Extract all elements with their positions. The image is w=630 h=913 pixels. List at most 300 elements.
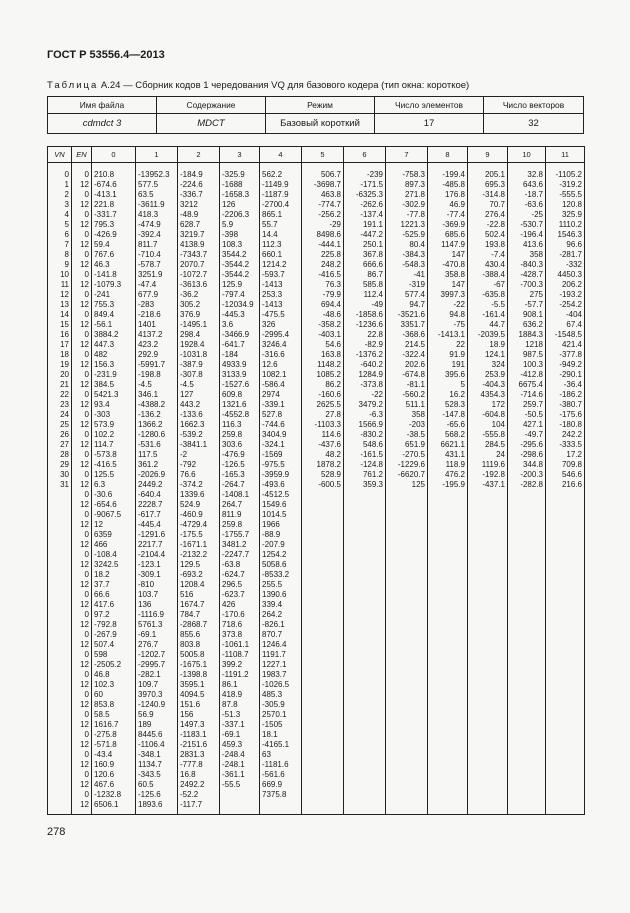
- table-cell: 427.1: [522, 420, 543, 429]
- table-column-values: [508, 163, 546, 815]
- column-header: 11: [546, 147, 585, 163]
- table-cell: 803.8: [180, 640, 201, 649]
- table-cell: 112.3: [262, 240, 282, 249]
- table-cell: 3997.3: [440, 290, 465, 299]
- table-cell: 12: [80, 520, 89, 529]
- column-header: 3: [220, 147, 260, 163]
- table-cell: -493.6: [262, 480, 285, 489]
- table-cell: 205.1: [484, 170, 505, 179]
- table-cell: 0: [84, 770, 89, 779]
- table-cell: -281.7: [559, 250, 582, 259]
- table-cell: -3544.2: [222, 270, 250, 279]
- table-cell: 94.8: [449, 310, 465, 319]
- table-cell: 16.2: [449, 390, 465, 399]
- table-cell: 346.1: [138, 390, 159, 399]
- table-cell: -67: [493, 280, 505, 289]
- table-cell: -2206.3: [222, 210, 250, 219]
- table-cell: 577.5: [138, 180, 159, 189]
- table-cell: -207.9: [262, 540, 285, 549]
- table-cell: 114.6: [321, 430, 341, 439]
- table-cell: -22.8: [486, 220, 505, 229]
- table-cell: 1: [64, 180, 69, 189]
- table-cell: 12: [80, 480, 89, 489]
- table-cell: 305.2: [180, 300, 201, 309]
- table-cell: -6325.3: [355, 190, 383, 199]
- table-cell: 102.3: [94, 680, 115, 689]
- table-cell: 463.8: [320, 190, 341, 199]
- table-cell: 709.8: [561, 460, 582, 469]
- table-cell: -264.7: [222, 480, 245, 489]
- table-cell: 897.3: [404, 180, 425, 189]
- table-cell: 172: [491, 400, 505, 409]
- table-cell: -1413.1: [437, 330, 465, 339]
- table-cell: 1321.6: [222, 400, 247, 409]
- table-cell: 0: [84, 390, 89, 399]
- table-cell: 6506.1: [94, 800, 119, 809]
- table-cell: 3404.9: [262, 430, 287, 439]
- table-cell: 70.7: [489, 200, 505, 209]
- table-cell: 0: [84, 690, 89, 699]
- table-cell: 3479.2: [358, 400, 383, 409]
- table-cell: 16.8: [180, 770, 196, 779]
- table-cell: 3212: [180, 200, 198, 209]
- table-cell: 147: [451, 250, 465, 259]
- table-cell: -810: [138, 580, 155, 589]
- table-cell: 1148.2: [317, 360, 341, 369]
- table-cell: 325.9: [561, 210, 582, 219]
- table-cell: -282.1: [138, 670, 161, 679]
- table-cell: 17: [60, 340, 69, 349]
- codebook-table: [47, 146, 585, 815]
- table-cell: 18: [60, 350, 69, 359]
- table-cell: -714.6: [520, 390, 543, 399]
- table-cell: -3521.6: [397, 310, 425, 319]
- table-column-values: [92, 163, 136, 815]
- info-header-cell: Число элементов: [375, 97, 484, 114]
- table-cell: 482: [94, 350, 108, 359]
- table-cell: -380.7: [559, 400, 582, 409]
- info-value-cell: MDCT: [157, 114, 266, 134]
- table-cell: -561.6: [262, 770, 285, 779]
- table-cell: 26: [60, 430, 69, 439]
- table-cell: 1497.3: [180, 720, 205, 729]
- table-column-values: [178, 163, 220, 815]
- table-cell: -403.1: [318, 330, 341, 339]
- table-cell: 60.5: [138, 780, 154, 789]
- table-cell: -333.5: [559, 440, 582, 449]
- table-cell: 1878.2: [316, 460, 341, 469]
- table-cell: 1014.5: [262, 510, 287, 519]
- table-cell: -437.6: [318, 440, 341, 449]
- table-cell: -404.3: [482, 380, 505, 389]
- info-value-row: [48, 114, 584, 134]
- table-column-values: [428, 163, 468, 815]
- table-cell: 191.1: [362, 220, 383, 229]
- table-cell: 18.2: [94, 570, 110, 579]
- table-cell: -1026.5: [262, 680, 290, 689]
- table-cell: -125.6: [138, 790, 161, 799]
- table-cell: -830.2: [360, 430, 383, 439]
- table-cell: -548.3: [402, 260, 425, 269]
- table-cell: 12: [80, 200, 89, 209]
- table-cell: 55.7: [262, 220, 278, 229]
- table-cell: -604.8: [482, 410, 505, 419]
- table-cell: 548.6: [362, 440, 383, 449]
- table-cell: -1187.9: [262, 190, 289, 199]
- table-cell: 24: [60, 410, 69, 419]
- table-cell: -1191.2: [222, 670, 249, 679]
- table-cell: -43.4: [94, 750, 113, 759]
- table-cell: 12: [80, 460, 89, 469]
- table-cell: -774.7: [318, 200, 341, 209]
- table-cell: 399.2: [222, 660, 243, 669]
- table-cell: 373.8: [222, 630, 243, 639]
- table-cell: -1149.9: [262, 180, 289, 189]
- table-cell: 31: [60, 480, 69, 489]
- table-cell: -298.6: [520, 450, 543, 459]
- table-cell: 221.8: [94, 200, 115, 209]
- table-cell: -25: [531, 210, 543, 219]
- table-cell: 30: [60, 470, 69, 479]
- table-cell: 3884.2: [94, 330, 119, 339]
- table-cell: 1208.4: [180, 580, 205, 589]
- table-cell: 12: [60, 290, 69, 299]
- table-cell: -368.6: [402, 330, 425, 339]
- table-cell: -63.8: [222, 560, 241, 569]
- table-cell: 176.8: [444, 190, 465, 199]
- table-cell: -239: [366, 170, 383, 179]
- table-cell: 12: [80, 420, 89, 429]
- table-caption: [47, 80, 469, 91]
- table-cell: 112.4: [363, 290, 383, 299]
- info-header-cell: Режим: [266, 97, 375, 114]
- table-cell: 666.6: [362, 260, 383, 269]
- table-cell: -600.5: [318, 480, 341, 489]
- table-cell: -77.4: [446, 210, 465, 219]
- table-cell: -593.7: [262, 270, 285, 279]
- table-cell: -5991.7: [138, 360, 166, 369]
- table-cell: 376.9: [180, 310, 201, 319]
- table-cell: 1549.6: [262, 500, 287, 509]
- table-cell: 91.9: [449, 350, 465, 359]
- table-cell: -160.6: [318, 390, 341, 399]
- table-cell: 20: [60, 370, 69, 379]
- page-number: 278: [47, 826, 66, 838]
- table-cell: -2995.7: [138, 660, 166, 669]
- table-cell: 12: [80, 260, 89, 269]
- table-cell: 102.2: [94, 430, 115, 439]
- table-cell: 12: [80, 700, 89, 709]
- table-cell: -1658.3: [222, 190, 250, 199]
- table-cell: 1401: [138, 320, 156, 329]
- table-cell: -654.6: [94, 500, 117, 509]
- table-cell: 0: [84, 450, 89, 459]
- table-cell: -38.5: [406, 430, 425, 439]
- table-cell: -322.4: [402, 350, 425, 359]
- table-cell: -48.6: [322, 310, 341, 319]
- table-cell: 660.1: [262, 250, 283, 259]
- table-cell: 125: [411, 480, 425, 489]
- table-cell: -369.9: [442, 220, 465, 229]
- table-cell: -392.4: [138, 230, 161, 239]
- info-table: [47, 96, 584, 134]
- table-cell: 147: [451, 280, 465, 289]
- table-cell: 5005.8: [180, 650, 205, 659]
- table-cell: 1254.2: [262, 550, 287, 559]
- table-cell: -4388.2: [138, 400, 166, 409]
- table-cell: 8498.6: [316, 230, 341, 239]
- table-cell: -4512.5: [262, 490, 290, 499]
- table-cell: -195.9: [442, 480, 465, 489]
- table-cell: 12: [80, 640, 89, 649]
- table-cell: -4.5: [138, 380, 152, 389]
- table-cell: 2625.5: [316, 400, 341, 409]
- table-cell: 298.4: [180, 330, 201, 339]
- table-column-values: [344, 163, 386, 815]
- table-cell: 296.5: [222, 580, 243, 589]
- table-cell: 669.9: [262, 780, 283, 789]
- table-cell: 12: [80, 540, 89, 549]
- column-header: 9: [468, 147, 508, 163]
- table-cell: -485.8: [442, 180, 465, 189]
- table-cell: -295.6: [520, 440, 543, 449]
- table-cell: 60: [94, 690, 103, 699]
- table-cell: -30.6: [94, 490, 113, 499]
- info-header-cell: Имя файла: [48, 97, 157, 114]
- table-cell: -428.7: [520, 270, 543, 279]
- table-cell: -2104.4: [138, 550, 166, 559]
- table-cell: 326: [262, 320, 276, 329]
- table-cell: 987.5: [522, 350, 543, 359]
- table-cell: 6621.1: [440, 440, 465, 449]
- table-cell: -358.2: [318, 320, 341, 329]
- table-cell: -307.8: [180, 370, 203, 379]
- table-cell: -48.9: [180, 210, 199, 219]
- table-cell: -1181.6: [262, 760, 289, 769]
- table-cell: -339.1: [262, 400, 285, 409]
- table-cell: -797.4: [222, 290, 245, 299]
- table-cell: -124.8: [360, 460, 383, 469]
- table-cell: 276.4: [484, 210, 505, 219]
- table-column-values: [260, 163, 302, 815]
- info-value-cell: cdmdct 3: [48, 114, 157, 134]
- table-cell: 0: [84, 330, 89, 339]
- table-cell: -231.9: [94, 370, 117, 379]
- table-cell: -1072.7: [180, 270, 208, 279]
- table-cell: 423.2: [138, 340, 159, 349]
- table-cell: -2247.7: [222, 550, 250, 559]
- table-cell: -196.4: [520, 230, 543, 239]
- table-column-values: [220, 163, 260, 815]
- table-cell: 1674.7: [180, 600, 205, 609]
- table-cell: -337.1: [222, 720, 245, 729]
- table-cell: -1106.4: [138, 740, 165, 749]
- table-cell: 12: [80, 180, 89, 189]
- table-cell: -744.6: [262, 420, 285, 429]
- table-cell: 1119.6: [481, 460, 505, 469]
- table-cell: 0: [84, 570, 89, 579]
- table-cell: 264.2: [262, 610, 283, 619]
- table-cell: -4165.1: [262, 740, 290, 749]
- table-cell: 849.4: [94, 310, 115, 319]
- table-cell: -416.5: [94, 460, 117, 469]
- table-cell: 5: [64, 220, 69, 229]
- table-cell: -2700.4: [262, 200, 290, 209]
- table-cell: -1229.6: [397, 460, 425, 469]
- table-cell: 12: [80, 580, 89, 589]
- table-cell: 3544.2: [222, 250, 247, 259]
- table-cell: -470.8: [442, 260, 465, 269]
- column-header: 10: [508, 147, 546, 163]
- table-cell: 103.7: [138, 590, 159, 599]
- table-cell: 0: [84, 490, 89, 499]
- table-cell: 100.3: [522, 360, 543, 369]
- table-cell: 6.3: [94, 480, 106, 489]
- table-cell: 1566.9: [358, 420, 383, 429]
- table-cell: 12: [80, 360, 89, 369]
- table-cell: 276.7: [138, 640, 159, 649]
- table-cell: -248.4: [222, 750, 245, 759]
- table-cell: 2492.2: [180, 780, 205, 789]
- table-cell: 784.7: [180, 610, 201, 619]
- table-cell: 114.7: [94, 440, 114, 449]
- table-cell: 3219.7: [180, 230, 205, 239]
- table-cell: 19: [60, 360, 69, 369]
- table-cell: 1221.3: [400, 220, 425, 229]
- table-cell: 216.6: [561, 480, 582, 489]
- table-cell: -56.1: [94, 320, 113, 329]
- table-cell: -283: [138, 300, 155, 309]
- table-cell: 2228.7: [138, 500, 163, 509]
- table-cell: -377.8: [559, 350, 582, 359]
- table-cell: -319: [408, 280, 425, 289]
- table-cell: 17.2: [566, 450, 582, 459]
- table-cell: 418.3: [138, 210, 159, 219]
- table-cell: -316.6: [262, 350, 285, 359]
- table-cell: 12: [80, 680, 89, 689]
- table-cell: 12: [80, 400, 89, 409]
- table-cell: -1108.7: [222, 650, 249, 659]
- table-cell: 5058.6: [262, 560, 287, 569]
- table-cell: -9067.5: [94, 510, 122, 519]
- table-cell: -88.9: [262, 530, 281, 539]
- table-cell: 242.2: [561, 430, 582, 439]
- table-cell: -1105.2: [555, 170, 582, 179]
- table-cell: 264.7: [222, 500, 243, 509]
- table-cell: 193.8: [484, 240, 505, 249]
- table-cell: 506.7: [320, 170, 341, 179]
- table-cell: -52.2: [180, 790, 199, 799]
- table-cell: 255.5: [262, 580, 283, 589]
- table-cell: 12: [80, 240, 89, 249]
- table-cell: 206.2: [561, 280, 582, 289]
- table-cell: 546.6: [561, 470, 582, 479]
- table-cell: 1983.7: [262, 670, 287, 679]
- table-cell: 1339.6: [180, 490, 205, 499]
- table-cell: -241: [94, 290, 111, 299]
- table-cell: -184: [222, 350, 239, 359]
- table-cell: 524.9: [180, 500, 201, 509]
- table-cell: 3242.5: [94, 560, 119, 569]
- table-cell: -117.7: [180, 800, 203, 809]
- table-cell: 585.8: [362, 280, 383, 289]
- table-cell: 160.9: [94, 760, 115, 769]
- table-cell: -1202.7: [138, 650, 166, 659]
- table-cell: -476.9: [222, 450, 245, 459]
- table-cell: -539.2: [180, 430, 203, 439]
- info-header-row: [48, 97, 584, 114]
- table-cell: 358: [529, 250, 543, 259]
- table-cell: -641.7: [222, 340, 245, 349]
- table-cell: -77.8: [406, 210, 425, 219]
- table-cell: 76.6: [180, 470, 196, 479]
- table-cell: -2995.4: [262, 330, 290, 339]
- table-cell: -416.5: [318, 270, 341, 279]
- table-cell: -975.5: [262, 460, 285, 469]
- table-cell: 12: [80, 320, 89, 329]
- table-cell: -41: [413, 270, 425, 279]
- table-cell: 2070.7: [180, 260, 205, 269]
- table-cell: 2: [64, 190, 69, 199]
- table-cell: 1191.7: [262, 650, 286, 659]
- table-cell: 636.2: [522, 320, 543, 329]
- table-cell: -474.9: [138, 220, 161, 229]
- table-cell: -49: [371, 300, 383, 309]
- table-cell: 0: [84, 790, 89, 799]
- table-cell: -13952.3: [138, 170, 170, 179]
- table-cell: 694.4: [320, 300, 341, 309]
- table-cell: -4552.8: [222, 410, 250, 419]
- table-cell: 6359: [94, 530, 112, 539]
- info-header-cell: Содержание: [157, 97, 266, 114]
- table-cell: -47.4: [138, 280, 157, 289]
- table-cell: 96.6: [566, 240, 582, 249]
- table-cell: -1675.1: [180, 660, 208, 669]
- table-cell: 248.2: [320, 260, 341, 269]
- table-cell: -302.9: [402, 200, 425, 209]
- table-cell: -445.3: [222, 310, 245, 319]
- table-cell: 5761.3: [138, 620, 163, 629]
- table-cell: -2026.9: [138, 470, 166, 479]
- table-cell: 86.7: [367, 270, 383, 279]
- table-cell: 0: [84, 670, 89, 679]
- table-cell: 459.3: [222, 740, 243, 749]
- table-cell: 22.8: [367, 330, 383, 339]
- table-cell: -65.6: [446, 420, 465, 429]
- table-cell: 507.4: [94, 640, 115, 649]
- table-column-values: [72, 163, 92, 815]
- table-cell: 0: [84, 230, 89, 239]
- table-cell: 12: [80, 440, 89, 449]
- table-cell: -404: [565, 310, 582, 319]
- table-cell: 126: [222, 200, 236, 209]
- column-header: 1: [136, 147, 178, 163]
- table-cell: -624.7: [222, 570, 245, 579]
- table-cell: 573.9: [94, 420, 115, 429]
- table-cell: 10: [60, 270, 69, 279]
- table-cell: -700.3: [520, 280, 543, 289]
- table-cell: 413.6: [522, 240, 543, 249]
- table-cell: -193.2: [559, 290, 582, 299]
- table-column-values: [386, 163, 428, 815]
- table-cell: -531.6: [138, 440, 161, 449]
- table-cell: 271.8: [404, 190, 425, 199]
- table-cell: 685.6: [444, 230, 465, 239]
- table-cell: -413.1: [94, 190, 117, 199]
- table-cell: 94.7: [409, 300, 425, 309]
- table-cell: 80.4: [409, 240, 425, 249]
- table-cell: 259.8: [222, 520, 243, 529]
